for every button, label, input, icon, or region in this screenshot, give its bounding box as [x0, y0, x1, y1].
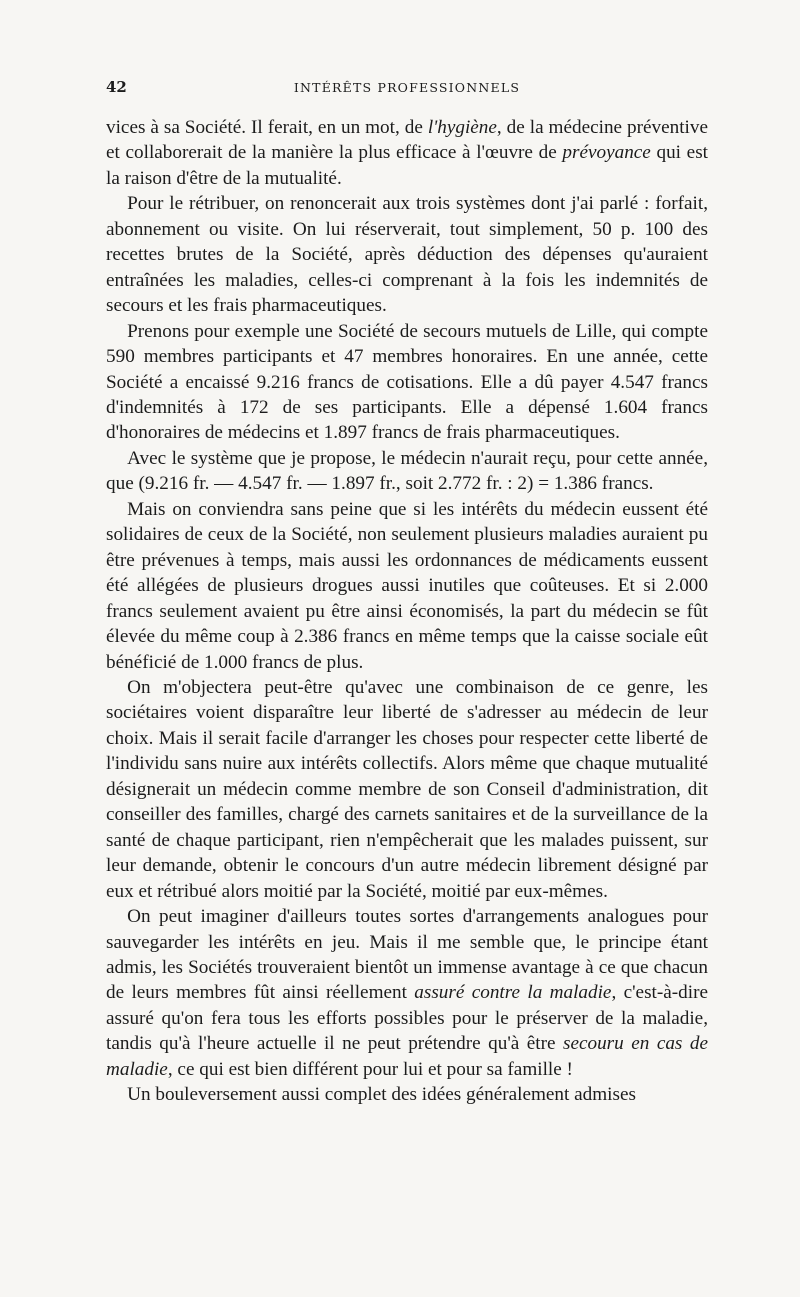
italic-text: assuré contre la maladie [414, 982, 612, 1004]
paragraph [106, 1082, 708, 1107]
paragraph [106, 446, 708, 497]
paragraph [106, 675, 708, 904]
page-header [106, 78, 708, 102]
page-number: 42 [106, 78, 127, 96]
paragraph [106, 319, 708, 446]
text-run: Mais on conviendra sans peine que si les intérêts du médecin eussent été solidaires de ceux de la Société, non seulement plusieurs maladies auraient pu être prévenues à temps, mais aussi les ordonnances de médicaments eussent été allégées de plusieurs drogues aussi inutiles que coûteuses. Et si 2.000 francs seulement avaient pu être ainsi économisés, la part du médecin se fût élevée du même coup à 2.386 francs en même temps que la caisse sociale eût bénéficié de 1.000 francs de plus. [106, 498, 708, 673]
paragraph [106, 115, 708, 191]
paragraph [106, 904, 708, 1082]
text-run: , c'est-à-dire assuré qu'on fera tous les efforts possibles pour le préserver de la maladie, tandis qu'à l'heure actuelle il ne peut prétendre qu'à être [106, 982, 708, 1055]
italic-text: l'hygiène [427, 117, 497, 138]
text-run: Un bouleversement aussi complet des idées généralement admises [127, 1084, 636, 1106]
text-run: Pour le rétribuer, on renoncerait aux trois systèmes dont j'ai parlé : forfait, abonnement ou visite. On lui réserverait, tout simplement, 50 p. 100 des recettes brutes de la Société, après déduction des dépenses qu'auraient entraînées les maladies, celles-ci comprenant à la fois les indemnités de secours et les frais pharmaceutiques. [106, 193, 708, 317]
text-run: vices à sa Société. Il ferait, en un mot, de [106, 117, 428, 138]
text-run: , ce qui est bien différent pour lui et pour sa famille ! [167, 1058, 573, 1080]
text-run: , de la médecine préventive et collaborerait de la manière la plus efficace à l'œuvre de [106, 117, 708, 164]
body-text [106, 115, 708, 1108]
paragraph [106, 497, 708, 675]
italic-text: prévoyance [562, 142, 651, 164]
text-run: On m'objectera peut-être qu'avec une combinaison de ce genre, les sociétaires voient disparaître leur liberté de s'adresser au médecin de leur choix. Mais il serait facile d'arranger les choses pour respecter cette liberté de l'individu sans nuire aux intérêts collectifs. Alors même que chaque mutualité désignerait un médecin comme membre de son Conseil d'administration, dit conseiller des familles, chargé des carnets sanitaires et de la surveillance de la santé de chaque participant, rien n'empêcherait que les malades puissent, sur leur demande, obtenir le concours d'un autre médecin librement désigné par eux et rétribué alors moitié par la Société, moitié par eux-mêmes. [106, 676, 708, 902]
running-title: INTÉRÊTS PROFESSIONNELS [293, 80, 521, 95]
text-run: Prenons pour exemple une Société de secours mutuels de Lille, qui compte 590 membres participants et 47 membres honoraires. En une année, cette Société a encaissé 9.216 francs de cotisations. Elle a dû payer 4.547 francs d'indemnités à 172 de ses participants. Elle a dépensé 1.604 francs d'honoraires de médecins et 1.897 francs de frais pharmaceutiques. [106, 320, 708, 444]
italic-text: secouru en cas de maladie [106, 1033, 708, 1080]
text-run: On peut imaginer d'ailleurs toutes sortes d'arrangements analogues pour sauvegarder les intérêts en jeu. Mais il me semble que, le principe étant admis, les Sociétés trouveraient bientôt un immense avantage à ce que chacun de leurs membres fût ainsi réellement [106, 906, 708, 1004]
paragraph [106, 191, 708, 318]
text-run: Avec le système que je propose, le médecin n'aurait reçu, pour cette année, que (9.216 fr. — 4.547 fr. — 1.897 fr., soit 2.772 fr. : 2) = 1.386 francs. [106, 447, 708, 495]
text-run: qui est la raison d'être de la mutualité. [106, 142, 708, 189]
